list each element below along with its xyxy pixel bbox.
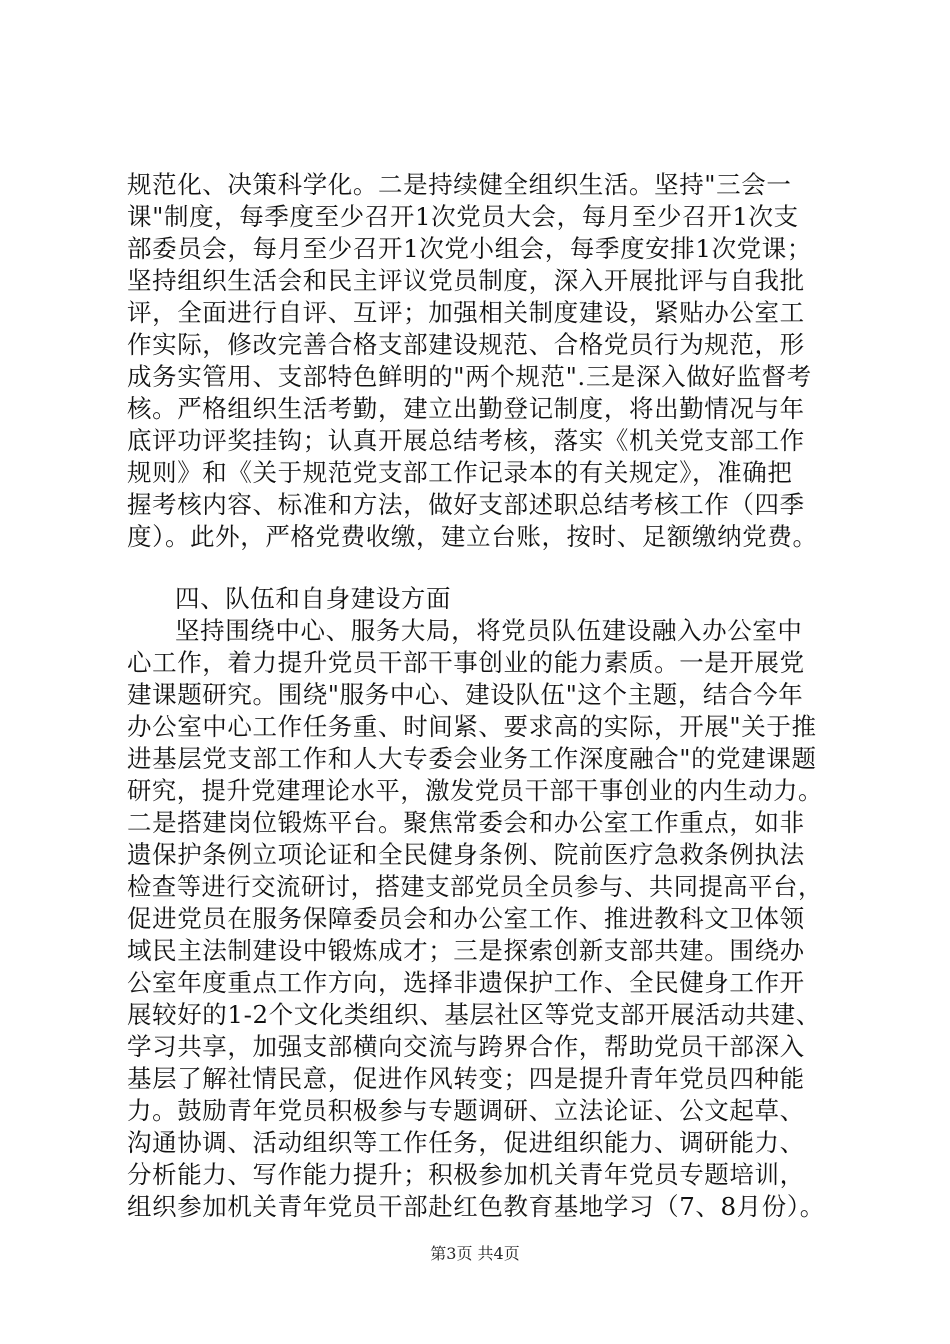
paragraph-line: 沟通协调、活动组织等工作任务，促进组织能力、调研能力、 (127, 1128, 805, 1157)
paragraph-line: 办公室中心工作任务重、时间紧、要求高的实际，开展"关于推 (127, 712, 817, 741)
paragraph-line: 坚持围绕中心、服务大局，将党员队伍建设融入办公室中 (175, 616, 803, 645)
paragraph-line: 公室年度重点工作方向，选择非遗保护工作、全民健身工作开 (127, 968, 805, 997)
paragraph-line: 成务实管用、支部特色鲜明的"两个规范".三是深入做好监督考 (127, 362, 812, 391)
paragraph-line: 遗保护条例立项论证和全民健身条例、院前医疗急救条例执法 (127, 840, 805, 869)
paragraph-line: 检查等进行交流研讨，搭建支部党员全员参与、共同提高平台， (127, 872, 823, 901)
paragraph-line: 底评功评奖挂钩；认真开展总结考核，落实《机关党支部工作 (127, 426, 805, 455)
paragraph-line: 组织参加机关青年党员干部赴红色教育基地学习（7、8月份）。 (127, 1192, 825, 1221)
paragraph-line: 度）。此外，严格党费收缴，建立台账，按时、足额缴纳党费。 (127, 522, 818, 551)
paragraph-line: 力。鼓励青年党员积极参与专题调研、立法论证、公文起草、 (127, 1096, 805, 1125)
paragraph-line: 部委员会，每月至少召开1次党小组会，每季度安排1次党课； (127, 234, 812, 263)
paragraph-line: 学习共享，加强支部横向交流与跨界合作，帮助党员干部深入 (127, 1032, 805, 1061)
paragraph-line: 促进党员在服务保障委员会和办公室工作、推进教科文卫体领 (127, 904, 805, 933)
paragraph-continued (127, 169, 827, 553)
paragraph-line: 作实际，修改完善合格支部建设规范、合格党员行为规范，形 (127, 330, 805, 359)
paragraph-line: 评，全面进行自评、互评；加强相关制度建设，紧贴办公室工 (127, 298, 805, 327)
paragraph-line: 基层了解社情民意，促进作风转变；四是提升青年党员四种能 (127, 1064, 805, 1093)
paragraph-line: 展较好的1-2个文化类组织、基层社区等党支部开展活动共建、 (127, 1000, 821, 1029)
paragraph-line: 建课题研究。围绕"服务中心、建设队伍"这个主题，结合今年 (127, 680, 804, 709)
paragraph-line: 坚持组织生活会和民主评议党员制度，深入开展批评与自我批 (127, 266, 805, 295)
paragraph-line: 规范化、决策科学化。二是持续健全组织生活。坚持"三会一 (127, 170, 792, 199)
paragraph-line: 研究，提升党建理论水平，激发党员干部干事创业的内生动力。 (127, 776, 823, 805)
paragraph-line: 分析能力、写作能力提升；积极参加机关青年党员专题培训， (127, 1160, 805, 1189)
paragraph-line: 握考核内容、标准和方法，做好支部述职总结考核工作（四季 (127, 490, 805, 519)
paragraph-line: 进基层党支部工作和人大专委会业务工作深度融合"的党建课题 (127, 744, 817, 773)
paragraph-line: 课"制度，每季度至少召开1次党员大会，每月至少召开1次支 (127, 202, 799, 231)
paragraph-line: 核。严格组织生活考勤，建立出勤登记制度，将出勤情况与年 (127, 394, 805, 423)
section-four (127, 583, 827, 1223)
section-heading: 四、队伍和自身建设方面 (175, 584, 452, 613)
paragraph-line: 心工作，着力提升党员干部干事创业的能力素质。一是开展党 (127, 648, 805, 677)
paragraph-line: 域民主法制建设中锻炼成才；三是探索创新支部共建。围绕办 (127, 936, 805, 965)
page-number-footer: 第3页 共4页 (430, 1244, 520, 1263)
paragraph-line: 规则》和《关于规范党支部工作记录本的有关规定》，准确把 (127, 458, 793, 487)
paragraph-line: 二是搭建岗位锻炼平台。聚焦常委会和办公室工作重点，如非 (127, 808, 805, 837)
